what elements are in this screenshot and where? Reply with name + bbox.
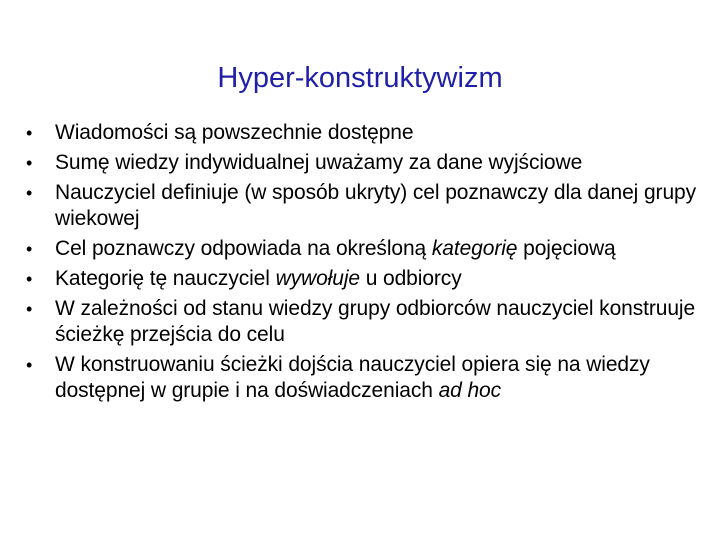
bullet-text-segment: pojęciową: [517, 237, 616, 260]
bullet-dot-icon: •: [26, 269, 33, 289]
bullet-item: [24, 180, 716, 232]
bullet-list: [24, 120, 716, 408]
bullet-text-italic: kategorię: [431, 237, 518, 260]
bullet-text-italic: ad hoc: [438, 379, 502, 402]
bullet-text: [55, 121, 413, 144]
bullet-text: [55, 297, 695, 346]
bullet-text-segment: Cel poznawczy odpowiada na określoną: [55, 237, 432, 260]
bullet-dot-icon: •: [26, 299, 33, 319]
bullet-text: [55, 353, 650, 402]
bullet-text: [55, 237, 616, 260]
bullet-item: [24, 150, 716, 176]
bullet-text-segment: Kategorię tę nauczyciel: [55, 267, 276, 290]
bullet-text-segment: Wiadomości są powszechnie dostępne: [55, 121, 414, 144]
bullet-item: [24, 352, 716, 404]
bullet-item: [24, 236, 716, 262]
bullet-text-segment: Nauczyciel definiuje (w sposób ukryty) cel poznawczy dla danej grupy wiekowej: [55, 181, 697, 230]
bullet-item: [24, 296, 716, 348]
bullet-dot-icon: •: [26, 153, 33, 173]
bullet-dot-icon: •: [26, 183, 33, 203]
bullet-text-segment: u odbiorcy: [359, 267, 462, 290]
bullet-text: [55, 267, 462, 290]
bullet-dot-icon: •: [26, 123, 33, 143]
bullet-item: [24, 266, 716, 292]
bullet-text: [55, 181, 696, 230]
bullet-dot-icon: •: [26, 355, 33, 375]
bullet-text-segment: W zależności od stanu wiedzy grupy odbiorców nauczyciel konstruuje ścieżkę przejścia do celu: [55, 297, 696, 346]
bullet-item: [24, 120, 716, 146]
slide-title: Hyper-konstruktywizm: [217, 62, 503, 94]
bullet-text: [55, 151, 582, 174]
bullet-text-segment: W konstruowaniu ścieżki dojścia nauczyciel opiera się na wiedzy dostępnej w grupie i na doświadczeniach: [55, 353, 650, 402]
bullet-text-segment: Sumę wiedzy indywidualnej uważamy za dane wyjściowe: [55, 151, 583, 174]
bullet-dot-icon: •: [26, 239, 33, 259]
bullet-text-italic: wywołuje: [275, 267, 360, 290]
